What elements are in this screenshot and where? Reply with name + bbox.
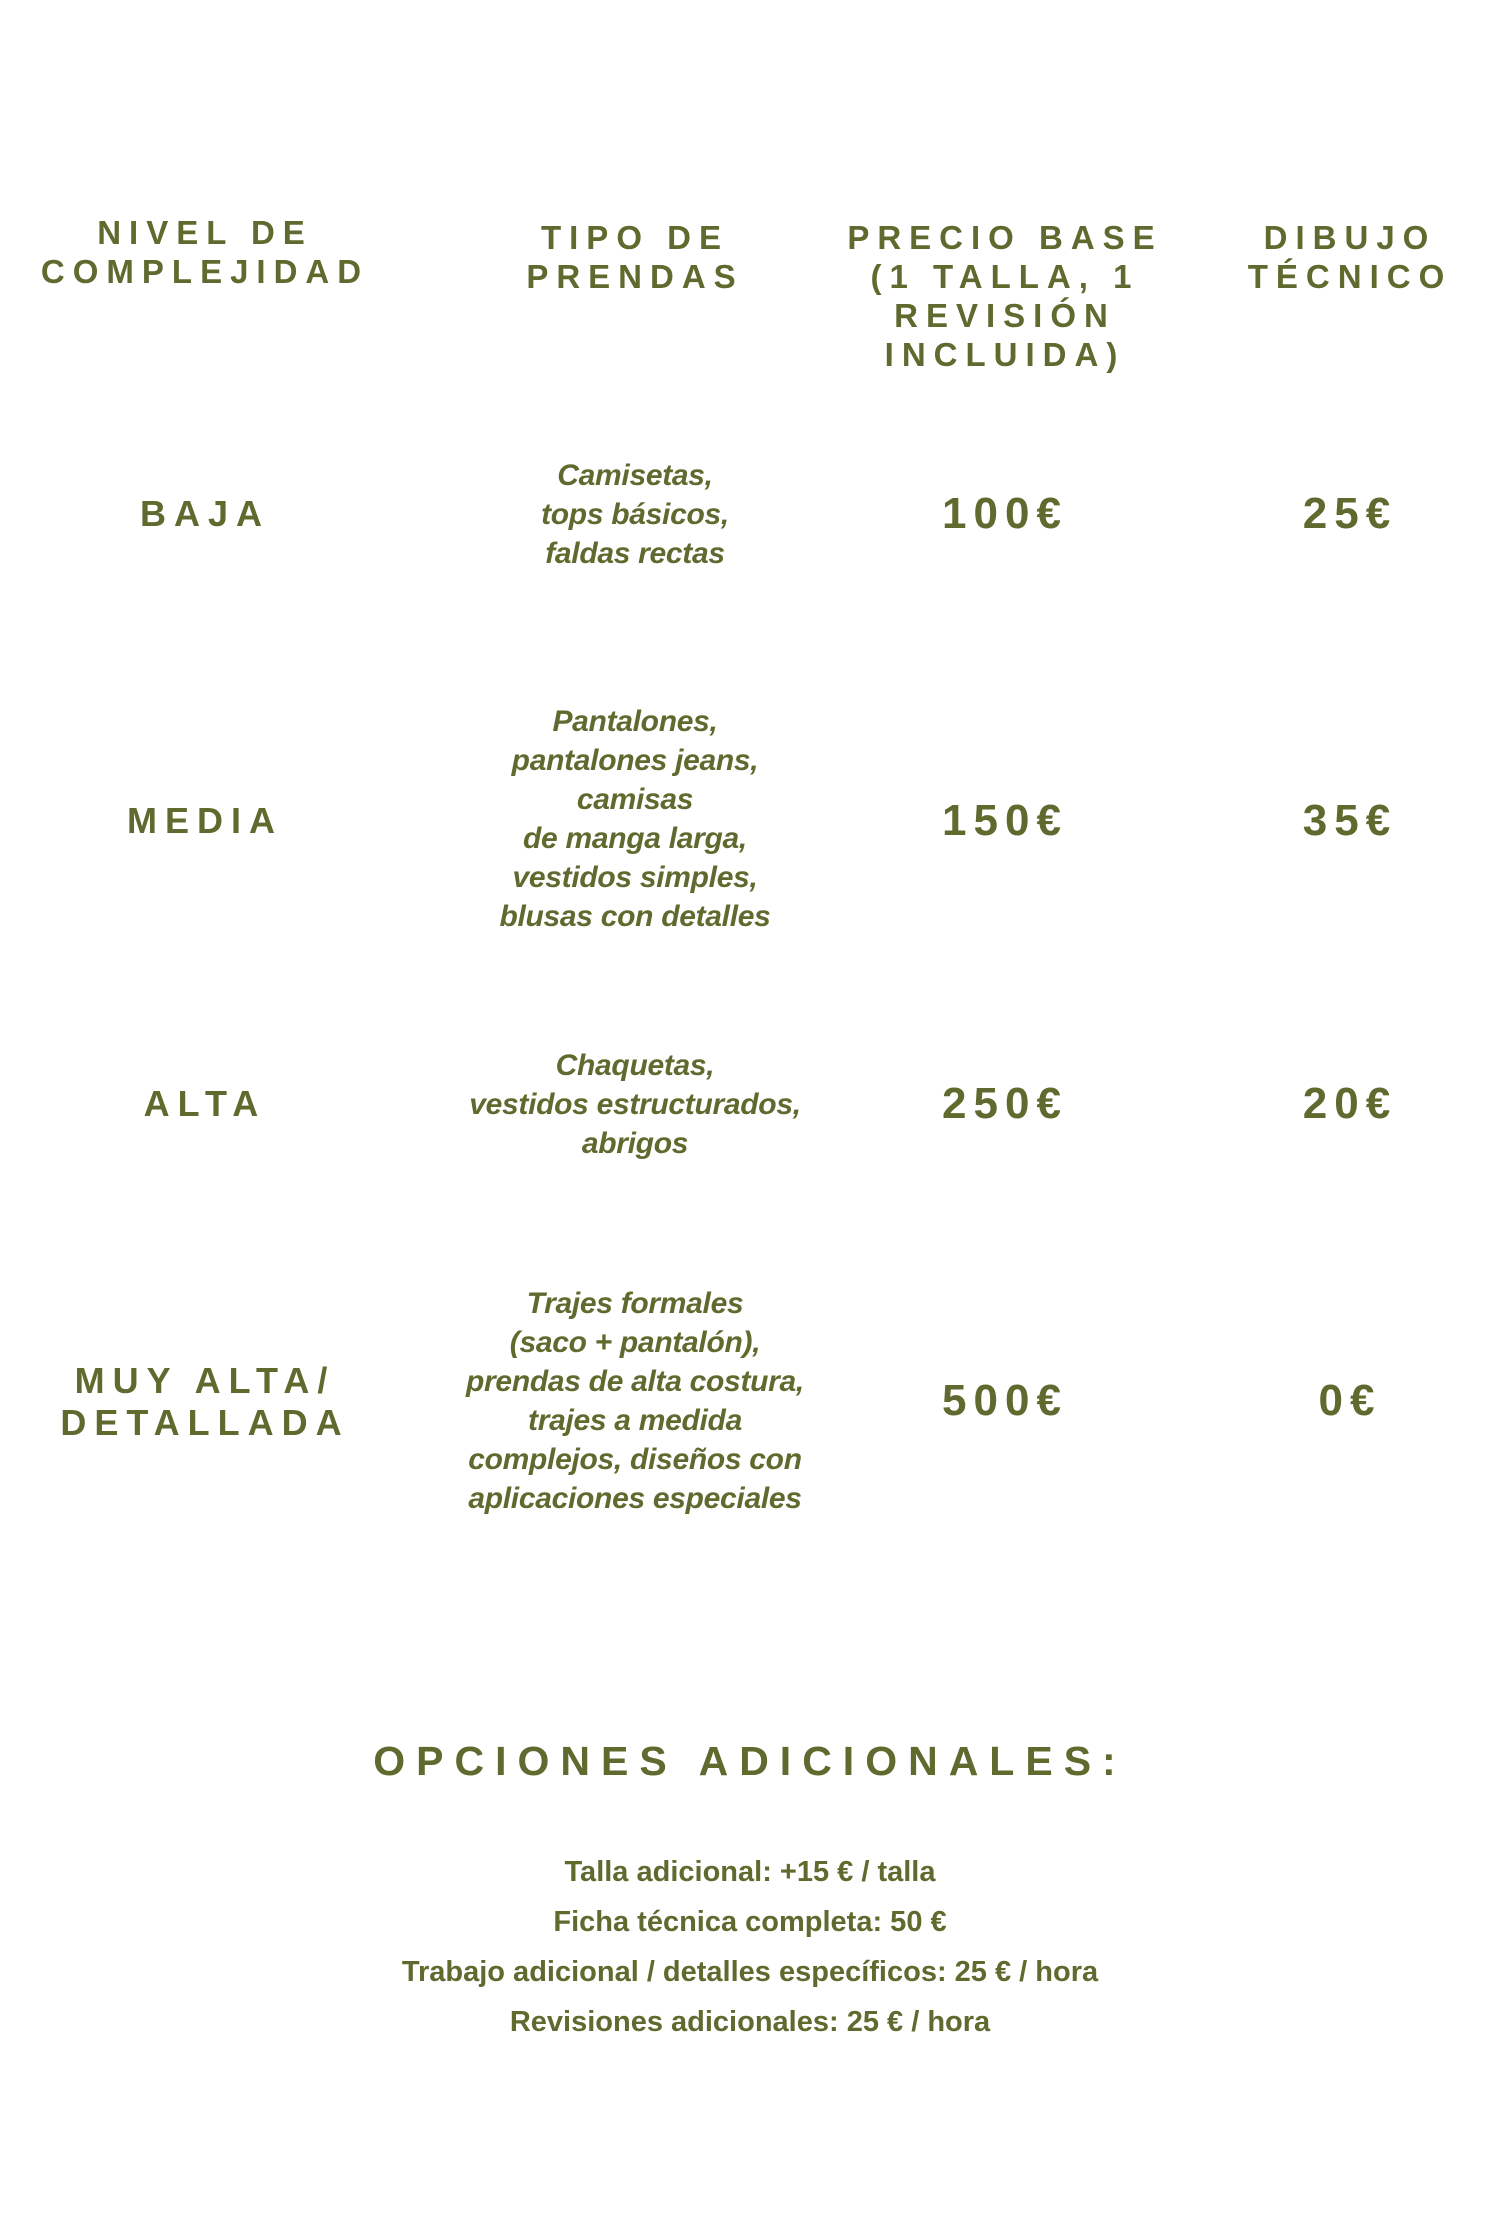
header-precio-base: PRECIO BASE (1 TALLA, 1 REVISIÓN INCLUIDA) (847, 219, 1163, 373)
header-nivel-complejidad: NIVEL DE COMPLEJIDAD (40, 214, 370, 290)
option-item: Talla adicional: +15 € / talla (564, 1856, 936, 1888)
row-level-media: MEDIA (127, 800, 283, 841)
row-price-media: 150€ (942, 796, 1068, 845)
row-drawing-baja: 25€ (1302, 489, 1398, 538)
row-level-muy-alta: MUY ALTA/ DETALLADA (60, 1360, 350, 1443)
row-price-alta: 250€ (942, 1079, 1068, 1128)
option-item: Trabajo adicional / detalles específicos: 25 € / hora (401, 1956, 1099, 1988)
option-item: Revisiones adicionales: 25 € / hora (509, 2006, 991, 2038)
option-item: Ficha técnica completa: 50 € (553, 1906, 947, 1938)
row-price-muy-alta: 500€ (942, 1376, 1068, 1425)
header-tipo-prendas: TIPO DE PRENDAS (526, 219, 744, 295)
row-drawing-muy-alta: 0€ (1318, 1376, 1382, 1425)
row-drawing-alta: 20€ (1302, 1079, 1398, 1128)
row-types-baja: Camisetas, tops básicos, faldas rectas (541, 459, 729, 570)
row-types-media: Pantalones, pantalones jeans, camisas de manga larga, vestidos simples, blusas con detalles (499, 705, 771, 933)
row-price-baja: 100€ (942, 489, 1068, 538)
row-drawing-media: 35€ (1302, 796, 1398, 845)
header-dibujo-tecnico: DIBUJO TÉCNICO (1247, 219, 1453, 295)
options-title: OPCIONES ADICIONALES: (373, 1738, 1127, 1784)
row-types-alta: Chaquetas, vestidos estructurados, abrigos (469, 1049, 801, 1160)
row-level-baja: BAJA (139, 493, 270, 534)
row-types-muy-alta: Trajes formales (saco + pantalón), prendas de alta costura, trajes a medida complejos, diseños con aplicaciones especiales (466, 1287, 804, 1515)
row-level-alta: ALTA (143, 1083, 267, 1124)
